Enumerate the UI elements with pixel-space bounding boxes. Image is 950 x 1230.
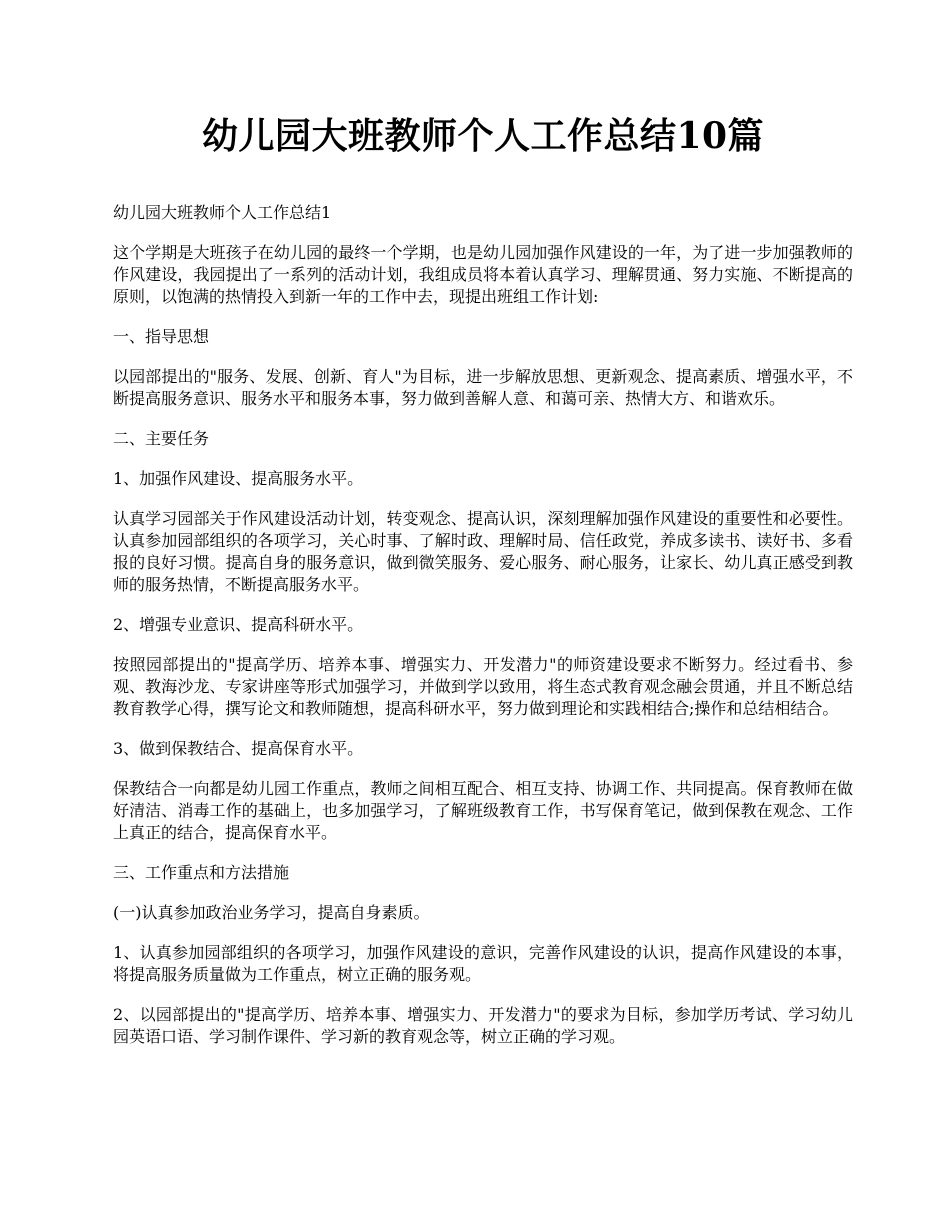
task-paragraph-1: 认真学习园部关于作风建设活动计划，转变观念、提高认识，深刻理解加强作风建设的重要性和必要性。认真参加园部组织的各项学习，关心时事、了解时政、理解时局、信任政党，养成多读书、读好书、多看报的良好习惯。提高自身的服务意识，做到微笑服务、爱心服务、耐心服务，让家长、幼儿真正感受到教师的服务热情，不断提高服务水平。 (113, 509, 853, 594)
task-heading-3: 3、做到保教结合、提高保育水平。 (113, 739, 364, 758)
document-title: 幼儿园大班教师个人工作总结10篇 (201, 115, 765, 157)
task-paragraph-2: 按照园部提出的"提高学历、培养本事、增强实力、开发潜力"的师资建设要求不断努力。经过看书、参观、教海沙龙、专家讲座等形式加强学习，并做到学以致用，将生态式教育观念融会贯通，并且不断总结教育教学心得，撰写论文和教师随想，提高科研水平，努力做到理论和实践相结合;操作和总结相结合。 (113, 655, 853, 718)
document-page (113, 112, 853, 1066)
document-subtitle: 幼儿园大班教师个人工作总结1 (113, 203, 332, 222)
intro-paragraph: 这个学期是大班孩子在幼儿园的最终一个学期，也是幼儿园加强作风建设的一年，为了进一步加强教师的作风建设，我园提出了一系列的活动计划，我组成员将本着认真学习、理解贯通、努力实施、不断提高的原则，以饱满的热情投入到新一年的工作中去，现提出班组工作计划: (113, 243, 853, 306)
subsection-heading-study: (一)认真参加政治业务学习，提高自身素质。 (113, 903, 430, 922)
section-heading-guiding-thought: 一、指导思想 (113, 327, 210, 346)
measure-paragraph-2: 2、以园部提出的"提高学历、培养本事、增强实力、开发潜力"的要求为目标，参加学历考试、学习幼儿园英语口语、学习制作课件、学习新的教育观念等，树立正确的学习观。 (113, 1005, 853, 1046)
measure-paragraph-1: 1、认真参加园部组织的各项学习，加强作风建设的意识，完善作风建设的认识，提高作风建设的本事，将提高服务质量做为工作重点，树立正确的服务观。 (113, 943, 853, 984)
guiding-thought-paragraph: 以园部提出的"服务、发展、创新、育人"为目标，进一步解放思想、更新观念、提高素质、增强水平，不断提高服务意识、服务水平和服务本事，努力做到善解人意、和蔼可亲、热情大方、和谐欢乐。 (113, 367, 853, 408)
task-heading-2: 2、增强专业意识、提高科研水平。 (113, 615, 364, 634)
section-heading-main-tasks: 二、主要任务 (113, 429, 210, 448)
task-heading-1: 1、加强作风建设、提高服务水平。 (113, 469, 364, 488)
section-heading-key-work: 三、工作重点和方法措施 (113, 863, 290, 882)
task-paragraph-3: 保教结合一向都是幼儿园工作重点，教师之间相互配合、相互支持、协调工作、共同提高。保育教师在做好清洁、消毒工作的基础上，也多加强学习，了解班级教育工作，书写保育笔记，做到保教在观念、工作上真正的结合，提高保育水平。 (113, 779, 853, 842)
